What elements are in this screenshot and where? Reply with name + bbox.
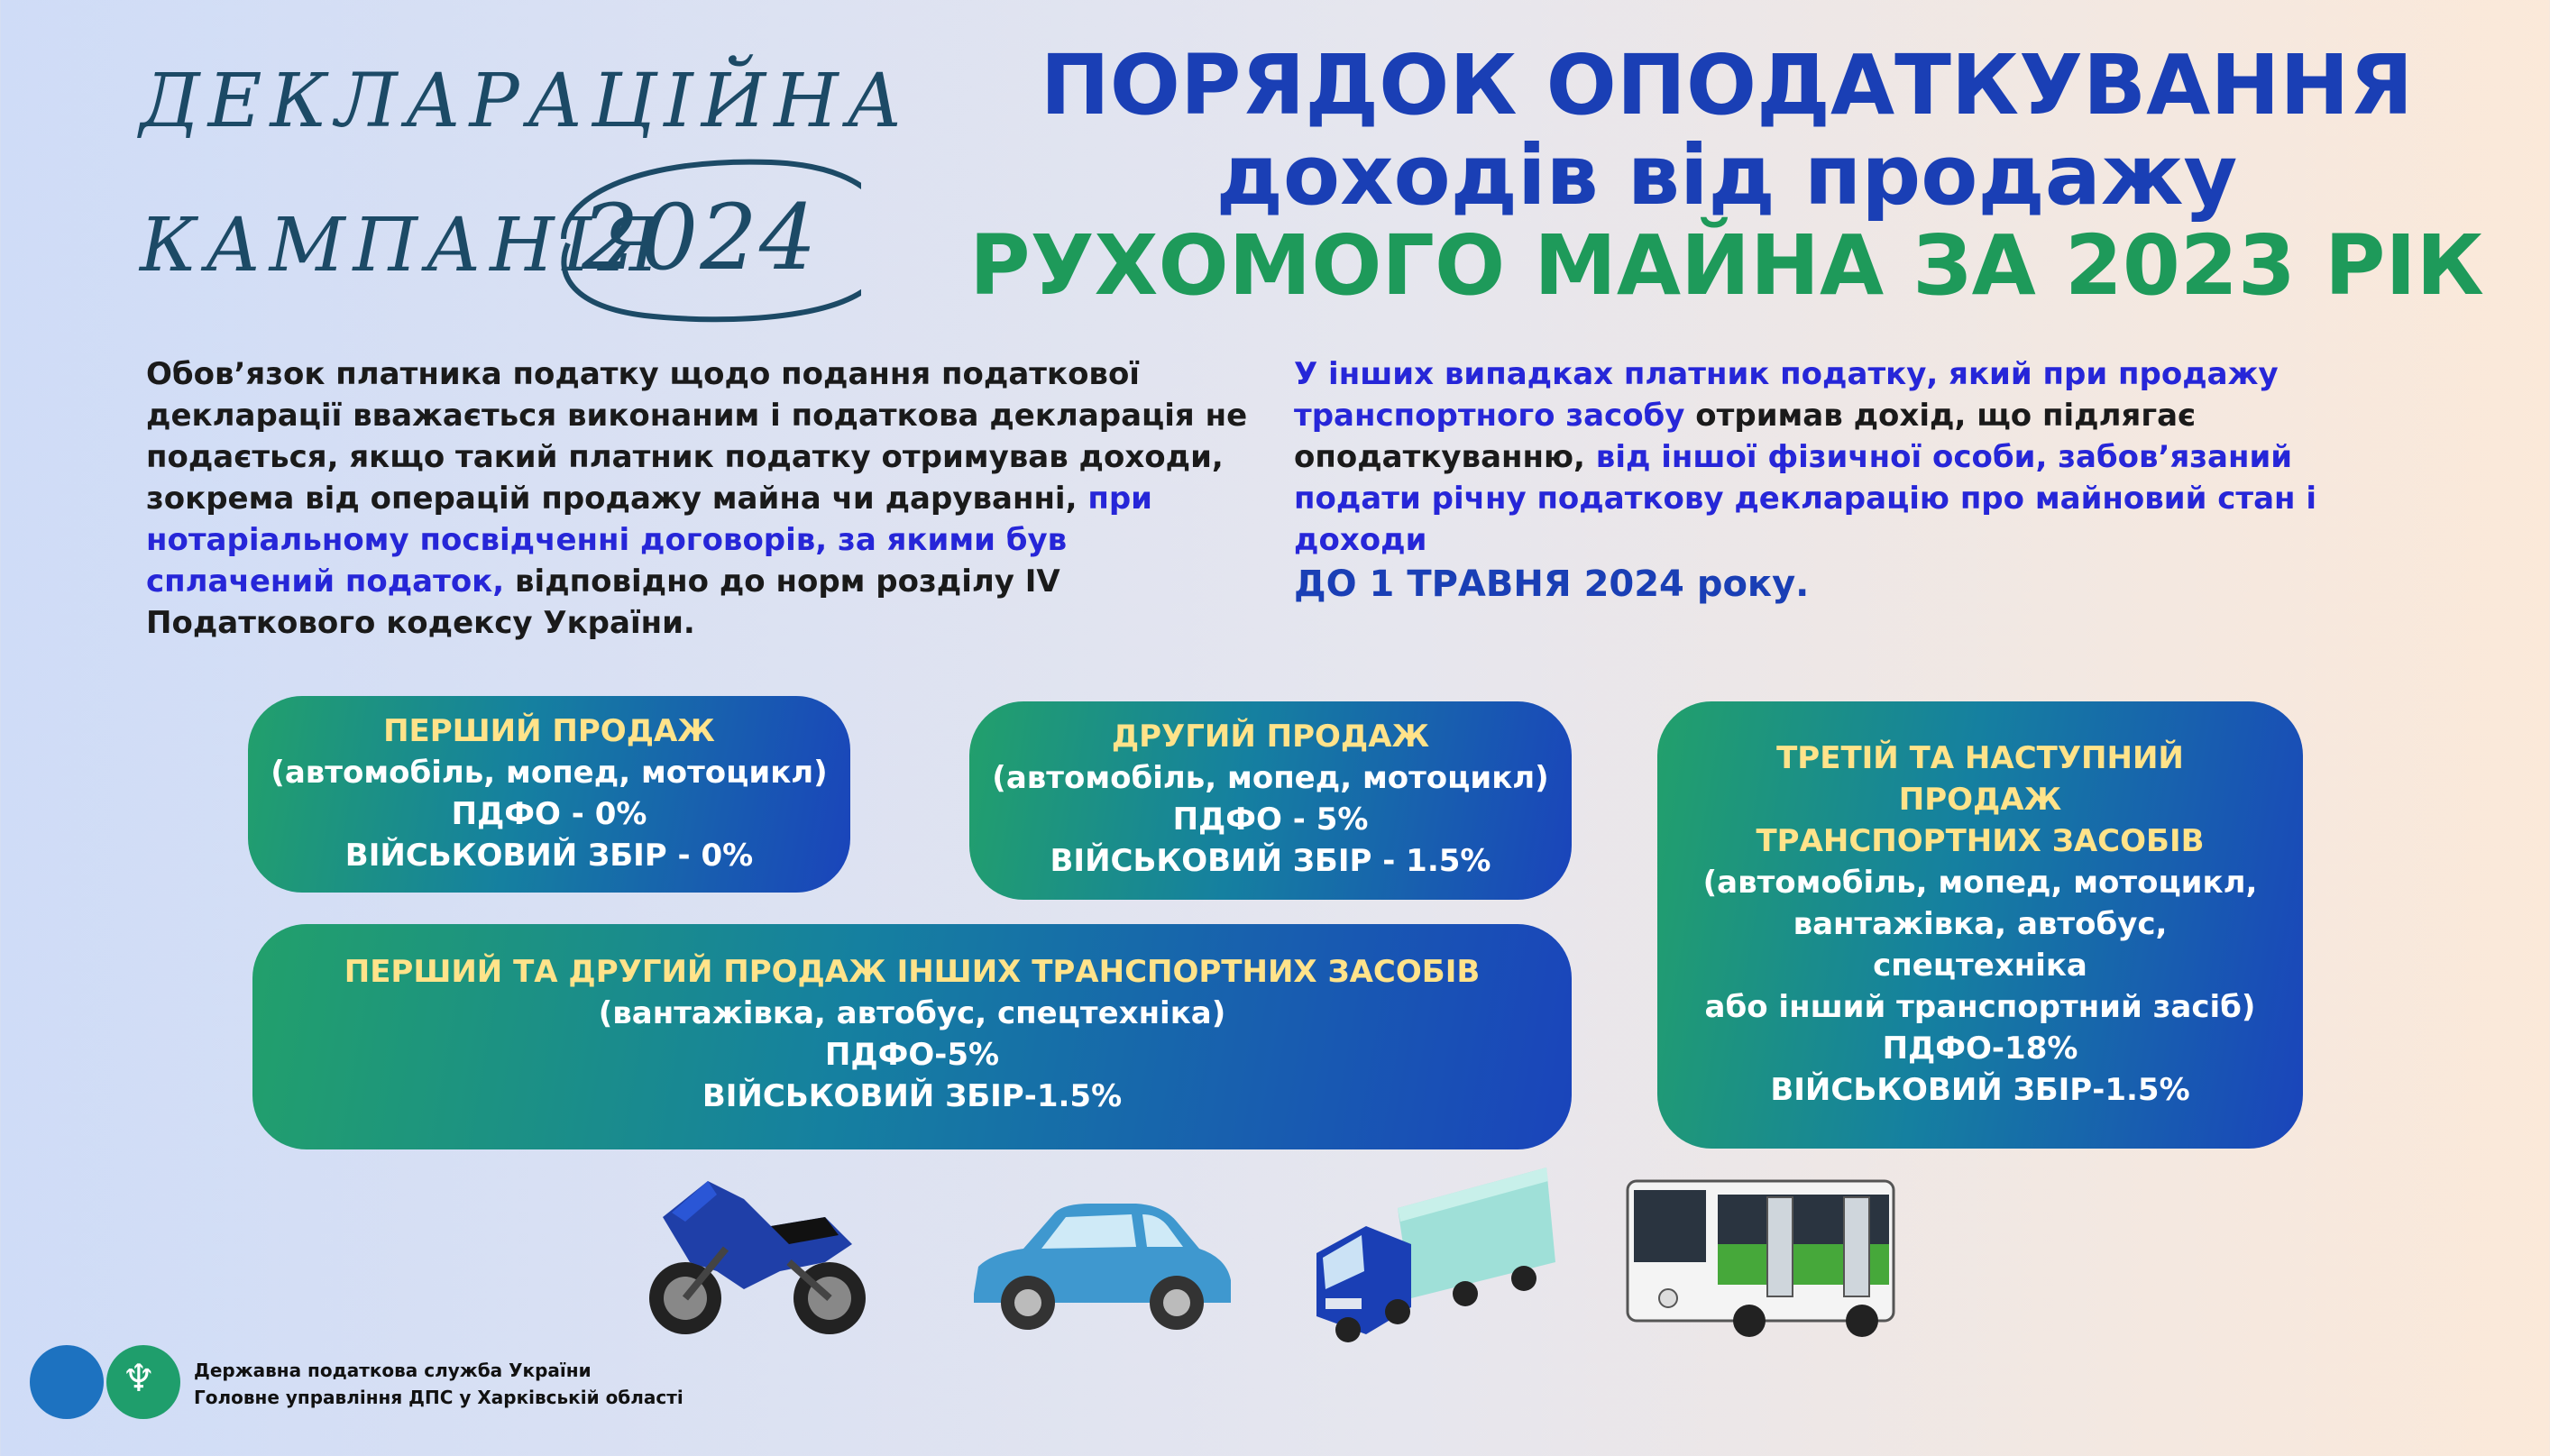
- title-line3: РУХОМОГО МАЙНА ЗА 2023 РІК: [969, 217, 2484, 314]
- campaign-logo: [140, 50, 911, 338]
- car-icon: [956, 1195, 1240, 1339]
- box-vehicles-2: вантажівка, автобус,: [1793, 906, 2168, 942]
- box-military: ВІЙСЬКОВИЙ ЗБІР-1.5%: [702, 1078, 1123, 1114]
- other-vehicles-box: [252, 924, 1572, 1149]
- right-text-2: отримав дохід, що підлягає оподаткуванню,: [1294, 398, 2197, 475]
- box-heading: ДРУГИЙ ПРОДАЖ: [1111, 719, 1430, 755]
- footer-org-1: Державна податкова служба України: [194, 1360, 592, 1381]
- box-heading: ПЕРШИЙ ТА ДРУГИЙ ПРОДАЖ ІНШИХ ТРАНСПОРТНИХ ЗАСОБІВ: [344, 954, 1481, 990]
- footer: [27, 1343, 839, 1433]
- box-heading-3: ТРАНСПОРТНИХ ЗАСОБІВ: [1756, 823, 2205, 859]
- right-text-highlight-1: У інших випадках платник податку, який при продажу транспортного засобу: [1294, 356, 2279, 434]
- left-text-3: відповідно до норм розділу IV Податкового кодексу України.: [146, 563, 1060, 641]
- bus-icon: [1623, 1172, 1898, 1339]
- left-paragraph: [146, 353, 1251, 644]
- year-circle-icon: [140, 50, 861, 338]
- footer-org-2: Головне управління ДПС у Харківській області: [194, 1387, 683, 1408]
- box-vehicles: (автомобіль, мопед, мотоцикл): [992, 760, 1549, 796]
- box-heading: ПЕРШИЙ ПРОДАЖ: [383, 713, 715, 749]
- campaign-line2: КАМПАНІЯ: [140, 203, 668, 288]
- title-line2: доходів від продажу: [1215, 127, 2238, 224]
- right-paragraph: [1294, 353, 2331, 561]
- left-text-highlight: при нотаріальному посвідченні договорів, за якими був сплачений податок,: [146, 481, 1153, 600]
- box-military: ВІЙСЬКОВИЙ ЗБІР - 0%: [344, 838, 754, 874]
- campaign-line1: ДЕКЛАРАЦІЙНА: [140, 59, 911, 144]
- right-text-highlight-2: від іншої фізичної особи, забов’язаний подати річну податкову декларацію про майновий стан і доходи: [1294, 439, 2317, 558]
- box-pdfo: ПДФО-5%: [824, 1037, 1000, 1073]
- box-heading-1: ТРЕТІЙ ТА НАСТУПНИЙ: [1776, 740, 2184, 776]
- third-sale-box: [1657, 701, 2303, 1149]
- box-vehicles: (вантажівка, автобус, спецтехніка): [598, 995, 1226, 1031]
- deadline: ДО 1 ТРАВНЯ 2024 року.: [1294, 563, 1810, 605]
- box-military: ВІЙСЬКОВИЙ ЗБІР - 1.5%: [1050, 843, 1491, 879]
- box-pdfo: ПДФО - 5%: [1172, 801, 1369, 838]
- box-pdfo: ПДФО - 0%: [451, 796, 647, 832]
- motorcycle-icon: [645, 1163, 879, 1343]
- truck-icon: [1312, 1163, 1560, 1348]
- title-line1: ПОРЯДОК ОПОДАТКУВАННЯ: [1040, 37, 2414, 133]
- box-vehicles-3: спецтехніка: [1873, 948, 2087, 984]
- box-vehicles-1: (автомобіль, мопед, мотоцикл,: [1702, 865, 2258, 901]
- box-vehicles-4: або інший транспортний засіб): [1704, 989, 2256, 1025]
- dps-logo-icon: [30, 1345, 104, 1419]
- box-heading-2: ПРОДАЖ: [1898, 782, 2062, 818]
- second-sale-box: [969, 701, 1572, 900]
- tryzub-icon: ♆: [122, 1356, 156, 1400]
- box-military: ВІЙСЬКОВИЙ ЗБІР-1.5%: [1770, 1072, 2190, 1108]
- left-text-1: Обов’язок платника податку щодо подання податкової декларації вважається виконаним і податкова декларація не подається, якщо такий платник податку отримував доходи, зокрема від операцій продажу майна чи даруванні,: [146, 356, 1248, 517]
- box-vehicles: (автомобіль, мопед, мотоцикл): [271, 755, 828, 791]
- box-pdfo: ПДФО-18%: [1882, 1030, 2078, 1067]
- first-sale-box: [248, 696, 850, 893]
- campaign-year: 2024: [582, 185, 819, 290]
